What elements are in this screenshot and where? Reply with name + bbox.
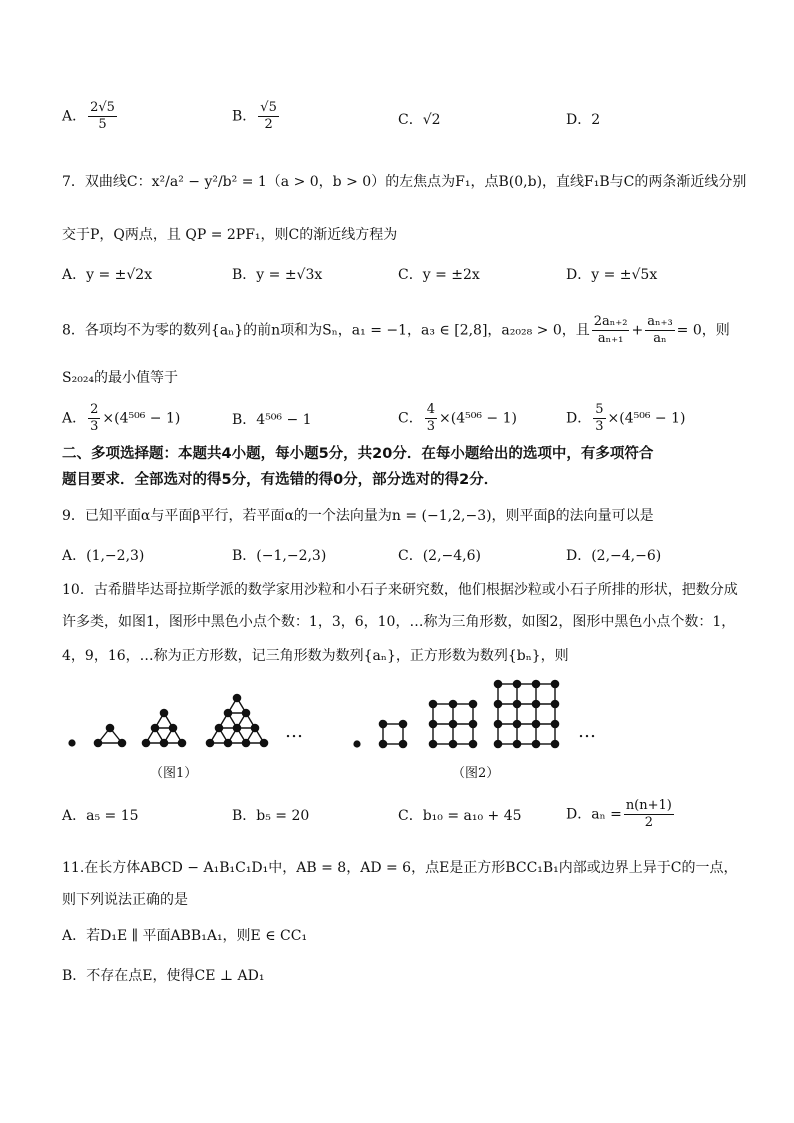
q7-option-b: B．y = ±√3x <box>232 267 323 283</box>
numerator: 5 <box>595 402 604 417</box>
triangle-6 <box>142 709 185 746</box>
q10-option-d <box>566 798 676 831</box>
figure2-caption: （图2） <box>452 766 500 781</box>
text: 7．双曲线 <box>62 174 127 190</box>
q7-stem-line1 <box>62 172 746 192</box>
equation: C：x²/a² − y²/b² = 1（a > 0，b > 0） <box>126 174 386 190</box>
q10-stem-line2: 许多类，如图1，图形中黑色小点个数：1，3，6，10，…称为三角形数，如图2，图形中黑色小点个数：1， <box>62 614 736 630</box>
numerator: √5 <box>260 100 277 115</box>
fraction <box>624 798 674 831</box>
denominator: 2 <box>264 117 273 132</box>
q10-option-c: C．b₁₀ = a₁₀ + 45 <box>398 808 522 824</box>
denominator: 3 <box>90 419 99 434</box>
q11-option-a: A．若D₁E ∥ 平面ABB₁A₁，则E ∈ CC₁ <box>62 928 308 944</box>
square-1 <box>353 740 360 747</box>
figure1-caption: （图1） <box>150 766 198 781</box>
q8-option-d <box>566 402 685 435</box>
text: 的左焦点为F₁，点B(0,b)，直线F₁B与C的两条渐近线分别 <box>385 174 747 190</box>
option-value: 2 <box>591 112 601 128</box>
q6-option-c <box>398 110 441 130</box>
q9-option-b: B．(−1,−2,3) <box>232 548 327 564</box>
section-heading-line2: 题目要求．全部选对的得5分，有选错的得0分，部分选对的得2分． <box>62 472 499 488</box>
denominator: aₙ₊₁ <box>597 331 624 346</box>
denominator: 3 <box>595 419 604 434</box>
section-heading-line1: 二、多项选择题：本题共4小题，每小题5分，共20分．在每小题给出的选项中，有多项符合 <box>62 446 654 462</box>
numerator: n(n+1) <box>625 798 672 813</box>
numerator: 2√5 <box>90 100 115 115</box>
square-16 <box>494 680 558 747</box>
q9-stem: 9．已知平面α与平面β平行，若平面α的一个法向量为n = (−1,2,−3)，则平面β的法向量可以是 <box>62 508 654 524</box>
q10-option-a: A．a₅ = 15 <box>62 808 139 824</box>
figure1-ellipsis: … <box>285 721 303 742</box>
denominator: 5 <box>98 117 107 132</box>
option-value: ×(4⁵⁰⁶ − 1) <box>607 410 686 427</box>
q6-option-b <box>232 100 281 133</box>
q10-stem-line1: 10．古希腊毕达哥拉斯学派的数学家用沙粒和小石子来研究数，他们根据沙粒或小石子所排的形状，把数分成 <box>62 582 738 598</box>
q6-option-a <box>62 100 119 133</box>
denominator: 2 <box>644 815 653 830</box>
square-9 <box>429 700 476 747</box>
option-label: A． <box>62 410 87 427</box>
q9-option-a: A．(1,−2,3) <box>62 548 145 564</box>
q7-option-a: A．y = ±√2x <box>62 267 153 283</box>
q8-option-c <box>398 402 517 435</box>
square-4 <box>379 720 406 747</box>
q11-stem-line1: 11.在长方体ABCD − A₁B₁C₁D₁中，AB = 8，AD = 6，点E是正方形BCC₁B₁内部或边界上异于C的一点， <box>62 860 738 876</box>
numerator: 4 <box>426 402 435 417</box>
figure2-square-numbers <box>345 672 585 762</box>
fraction <box>88 402 100 435</box>
option-label: C． <box>398 410 423 427</box>
option-value: ×(4⁵⁰⁶ − 1) <box>102 410 181 427</box>
q8-stem-line1 <box>62 314 730 347</box>
triangle-10 <box>206 694 267 746</box>
option-label: D．aₙ = <box>566 806 622 823</box>
q8-option-a <box>62 402 180 435</box>
option-label: D． <box>566 112 592 128</box>
fraction <box>593 402 605 435</box>
fraction <box>88 100 117 133</box>
q10-stem-line3: 4，9，16，…称为正方形数，记三角形数为数列{aₙ}，正方形数为数列{bₙ}，则 <box>62 648 569 664</box>
q9-option-d: D．(2,−4,−6) <box>566 548 662 564</box>
q8-stem-line2: S₂₀₂₄的最小值等于 <box>62 370 179 386</box>
option-label: B． <box>232 108 257 125</box>
numerator: 2aₙ₊₂ <box>593 314 628 329</box>
q10-option-b: B．b₅ = 20 <box>232 808 310 824</box>
q7-option-d: D．y = ±√5x <box>566 267 658 283</box>
figure2-ellipsis: … <box>578 721 596 742</box>
operator: + <box>631 322 644 339</box>
q9-option-c: C．(2,−4,6) <box>398 548 481 564</box>
option-value: ×(4⁵⁰⁶ − 1) <box>439 410 517 427</box>
numerator: 2 <box>90 402 99 417</box>
figure1-triangular-numbers <box>60 688 320 758</box>
triangle-3 <box>94 724 125 746</box>
q11-stem-line2: 则下列说法正确的是 <box>62 892 188 908</box>
fraction <box>645 314 674 347</box>
denominator: 3 <box>426 419 435 434</box>
option-label: C． <box>398 112 423 128</box>
option-label: D． <box>566 410 592 427</box>
fraction <box>258 100 279 133</box>
fraction <box>592 314 630 347</box>
q7-stem-line2: 交于P，Q两点，且 QP = 2PF₁，则C的渐近线方程为 <box>62 227 398 243</box>
triangle-1 <box>68 739 75 746</box>
numerator: aₙ₊₃ <box>647 314 673 329</box>
text: 8．各项均不为零的数列{aₙ}的前n项和为Sₙ，a₁ = −1，a₃ ∈ [2,8]，a₂₀₂₈ > 0，且 <box>62 322 590 339</box>
fraction <box>425 402 437 435</box>
q7-option-c: C．y = ±2x <box>398 267 480 283</box>
q6-option-d <box>566 110 600 130</box>
text: = 0，则 <box>676 322 730 339</box>
option-label: A． <box>62 108 87 125</box>
denominator: aₙ <box>653 331 667 346</box>
q8-option-b: B．4⁵⁰⁶ − 1 <box>232 412 312 428</box>
option-value: √2 <box>422 112 441 128</box>
q11-option-b: B．不存在点E，使得CE ⊥ AD₁ <box>62 968 265 984</box>
